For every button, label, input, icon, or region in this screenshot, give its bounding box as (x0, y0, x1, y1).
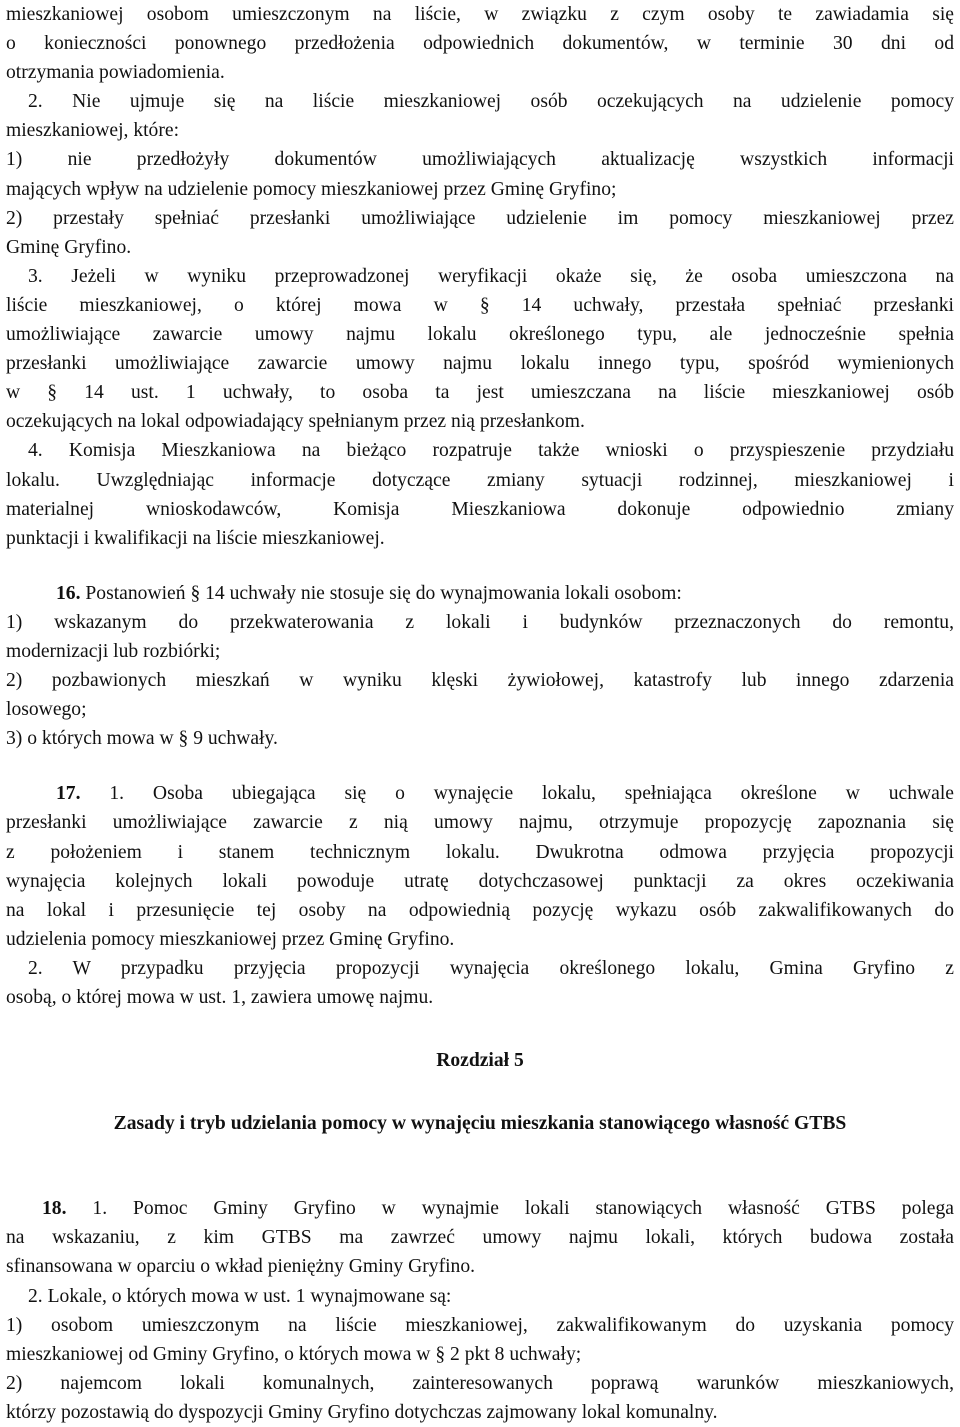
spacer (6, 753, 954, 779)
text-line: mających wpływ na udzielenie pomocy mieszkaniowej przez Gminę Gryfino; (6, 178, 617, 200)
spacer (6, 1138, 954, 1168)
text-line: mieszkaniowej, które: (6, 120, 180, 142)
text-line: modernizacji lub rozbiórki; (6, 640, 221, 662)
text-line: z położeniem i stanem technicznym lokalu. Dwukrotna odmowa przyjęcia propozycji (6, 841, 954, 863)
text-line: osobą, o której mowa w ust. 1, zawiera umowę najmu. (6, 987, 434, 1008)
text-line: udzielenia pomocy mieszkaniowej przez Gminę Gryfino. (6, 928, 455, 950)
text-line: przesłanki umożliwiające zawarcie umowy najmu lokalu innego typu, spośród wymienionych (6, 353, 954, 375)
chapter-title: Zasady i tryb udzielania pomocy w wynajęciu mieszkania stanowiącego własność GTBS (113, 1113, 847, 1135)
section-16 (6, 579, 954, 754)
section-number: 17. (56, 783, 81, 805)
section-text: 1. Pomoc Gminy Gryfino w wynajmie lokali stanowiących własność GTBS polega (92, 1198, 954, 1220)
section-number: 16. (56, 582, 81, 604)
text-line: losowego; (6, 699, 87, 721)
text-line: 3) o których mowa w § 9 uchwały. (6, 728, 278, 750)
text-line: 4. Komisja Mieszkaniowa na bieżąco rozpatruje także wnioski o przyspieszenie przydziału (28, 440, 954, 462)
spacer (6, 1075, 954, 1109)
text-line: którzy pozostawią do dyspozycji Gminy Gryfino dotychczas zajmowany lokal komunalny. (6, 1401, 718, 1423)
text-line: materialnej wnioskodawców, Komisja Mieszkaniowa dokonuje odpowiednio zmiany (6, 498, 954, 520)
text-line: wynajęcia kolejnych lokali powoduje utratę dotychczasowej punktacji za okres oczekiwania (6, 870, 954, 892)
spacer (6, 1168, 954, 1194)
chapter-label: Rozdział 5 (436, 1050, 524, 1072)
section-text: 1. Osoba ubiegająca się o wynajęcie lokalu, spełniająca określone w uchwale (109, 783, 955, 805)
text-line: 2. Nie ujmuje się na liście mieszkaniowej osób oczekujących na udzielenie pomocy (28, 91, 954, 113)
text-line: 2) najemcom lokali komunalnych, zainteresowanych poprawą warunków mieszkaniowych, (6, 1372, 954, 1394)
text-line: na wskazaniu, z kim GTBS ma zawrzeć umowy najmu lokali, których budowa została (6, 1227, 954, 1249)
text-line: 1) osobom umieszczonym na liście mieszkaniowej, zakwalifikowanym do uzyskania pomocy (6, 1314, 954, 1336)
paragraph-4 (6, 436, 954, 552)
section-first-line (6, 1194, 954, 1223)
section-number: 18. (42, 1198, 67, 1220)
text-line: przesłanki umożliwiające zawarcie z nią umowy najmu, otrzymuje propozycję zapoznania się (6, 812, 954, 834)
text-line: o konieczności ponownego przedłożenia odpowiednich dokumentów, w terminie 30 dni od (6, 33, 954, 55)
paragraph-3 (6, 262, 954, 437)
text-line: Gminę Gryfino. (6, 236, 132, 258)
section-first-line (6, 579, 954, 608)
text-line: liście mieszkaniowej, o której mowa w § 14 uchwały, przestała spełniać przesłanki (6, 294, 954, 316)
text-line: 1) wskazanym do przekwaterowania z lokali i budynków przeznaczonych do remontu, (6, 611, 954, 633)
section-18 (6, 1194, 954, 1427)
text-line: otrzymania powiadomienia. (6, 62, 225, 84)
text-line: na lokal i przesunięcie tej osoby na odpowiednią pozycję wykazu osób zakwalifikowanych do (6, 899, 954, 921)
text-line: w § 14 ust. 1 uchwały, to osoba ta jest umieszczana na liście mieszkaniowej osób (6, 382, 954, 404)
text-line: 2. Lokale, o których mowa w ust. 1 wynajmowane są: (28, 1285, 452, 1307)
spacer (6, 1012, 954, 1046)
text-line: lokalu. Uwzględniając informacje dotyczące zmiany sytuacji rodzinnej, mieszkaniowej i (6, 469, 954, 491)
section-first-line (6, 779, 954, 808)
paragraph-2 (6, 87, 954, 262)
paragraph-continuation (6, 0, 954, 87)
document-page (6, 0, 954, 1427)
text-line: 2. W przypadku przyjęcia propozycji wynajęcia określonego lokalu, Gmina Gryfino z (28, 957, 954, 979)
text-line: 2) przestały spełniać przesłanki umożliwiające udzielenie im pomocy mieszkaniowej przez (6, 207, 954, 229)
section-text: Postanowień § 14 uchwały nie stosuje się do wynajmowania lokali osobom: (85, 582, 682, 604)
section-17 (6, 779, 954, 1012)
text-line: punktacji i kwalifikacji na liście mieszkaniowej. (6, 527, 385, 549)
spacer (6, 553, 954, 579)
text-line: umożliwiające zawarcie umowy najmu lokalu określonego typu, ale jednocześnie spełnia (6, 324, 954, 346)
text-line: sfinansowana w oparciu o wkład pieniężny Gminy Gryfino. (6, 1256, 476, 1278)
text-line: oczekujących na lokal odpowiadający spełnianym przez nią przesłankom. (6, 411, 585, 433)
text-line: mieszkaniowej od Gminy Gryfino, o których mowa w § 2 pkt 8 uchwały; (6, 1343, 582, 1365)
text-line: mieszkaniowej osobom umieszczonym na liście, w związku z czym osoby te zawiadamia się (6, 4, 954, 25)
text-line: 1) nie przedłożyły dokumentów umożliwiających aktualizację wszystkich informacji (6, 149, 954, 171)
text-line: 3. Jeżeli w wyniku przeprowadzonej weryfikacji okaże się, że osoba umieszczona na (28, 265, 954, 287)
text-line: 2) pozbawionych mieszkań w wyniku klęski żywiołowej, katastrofy lub innego zdarzenia (6, 670, 954, 692)
